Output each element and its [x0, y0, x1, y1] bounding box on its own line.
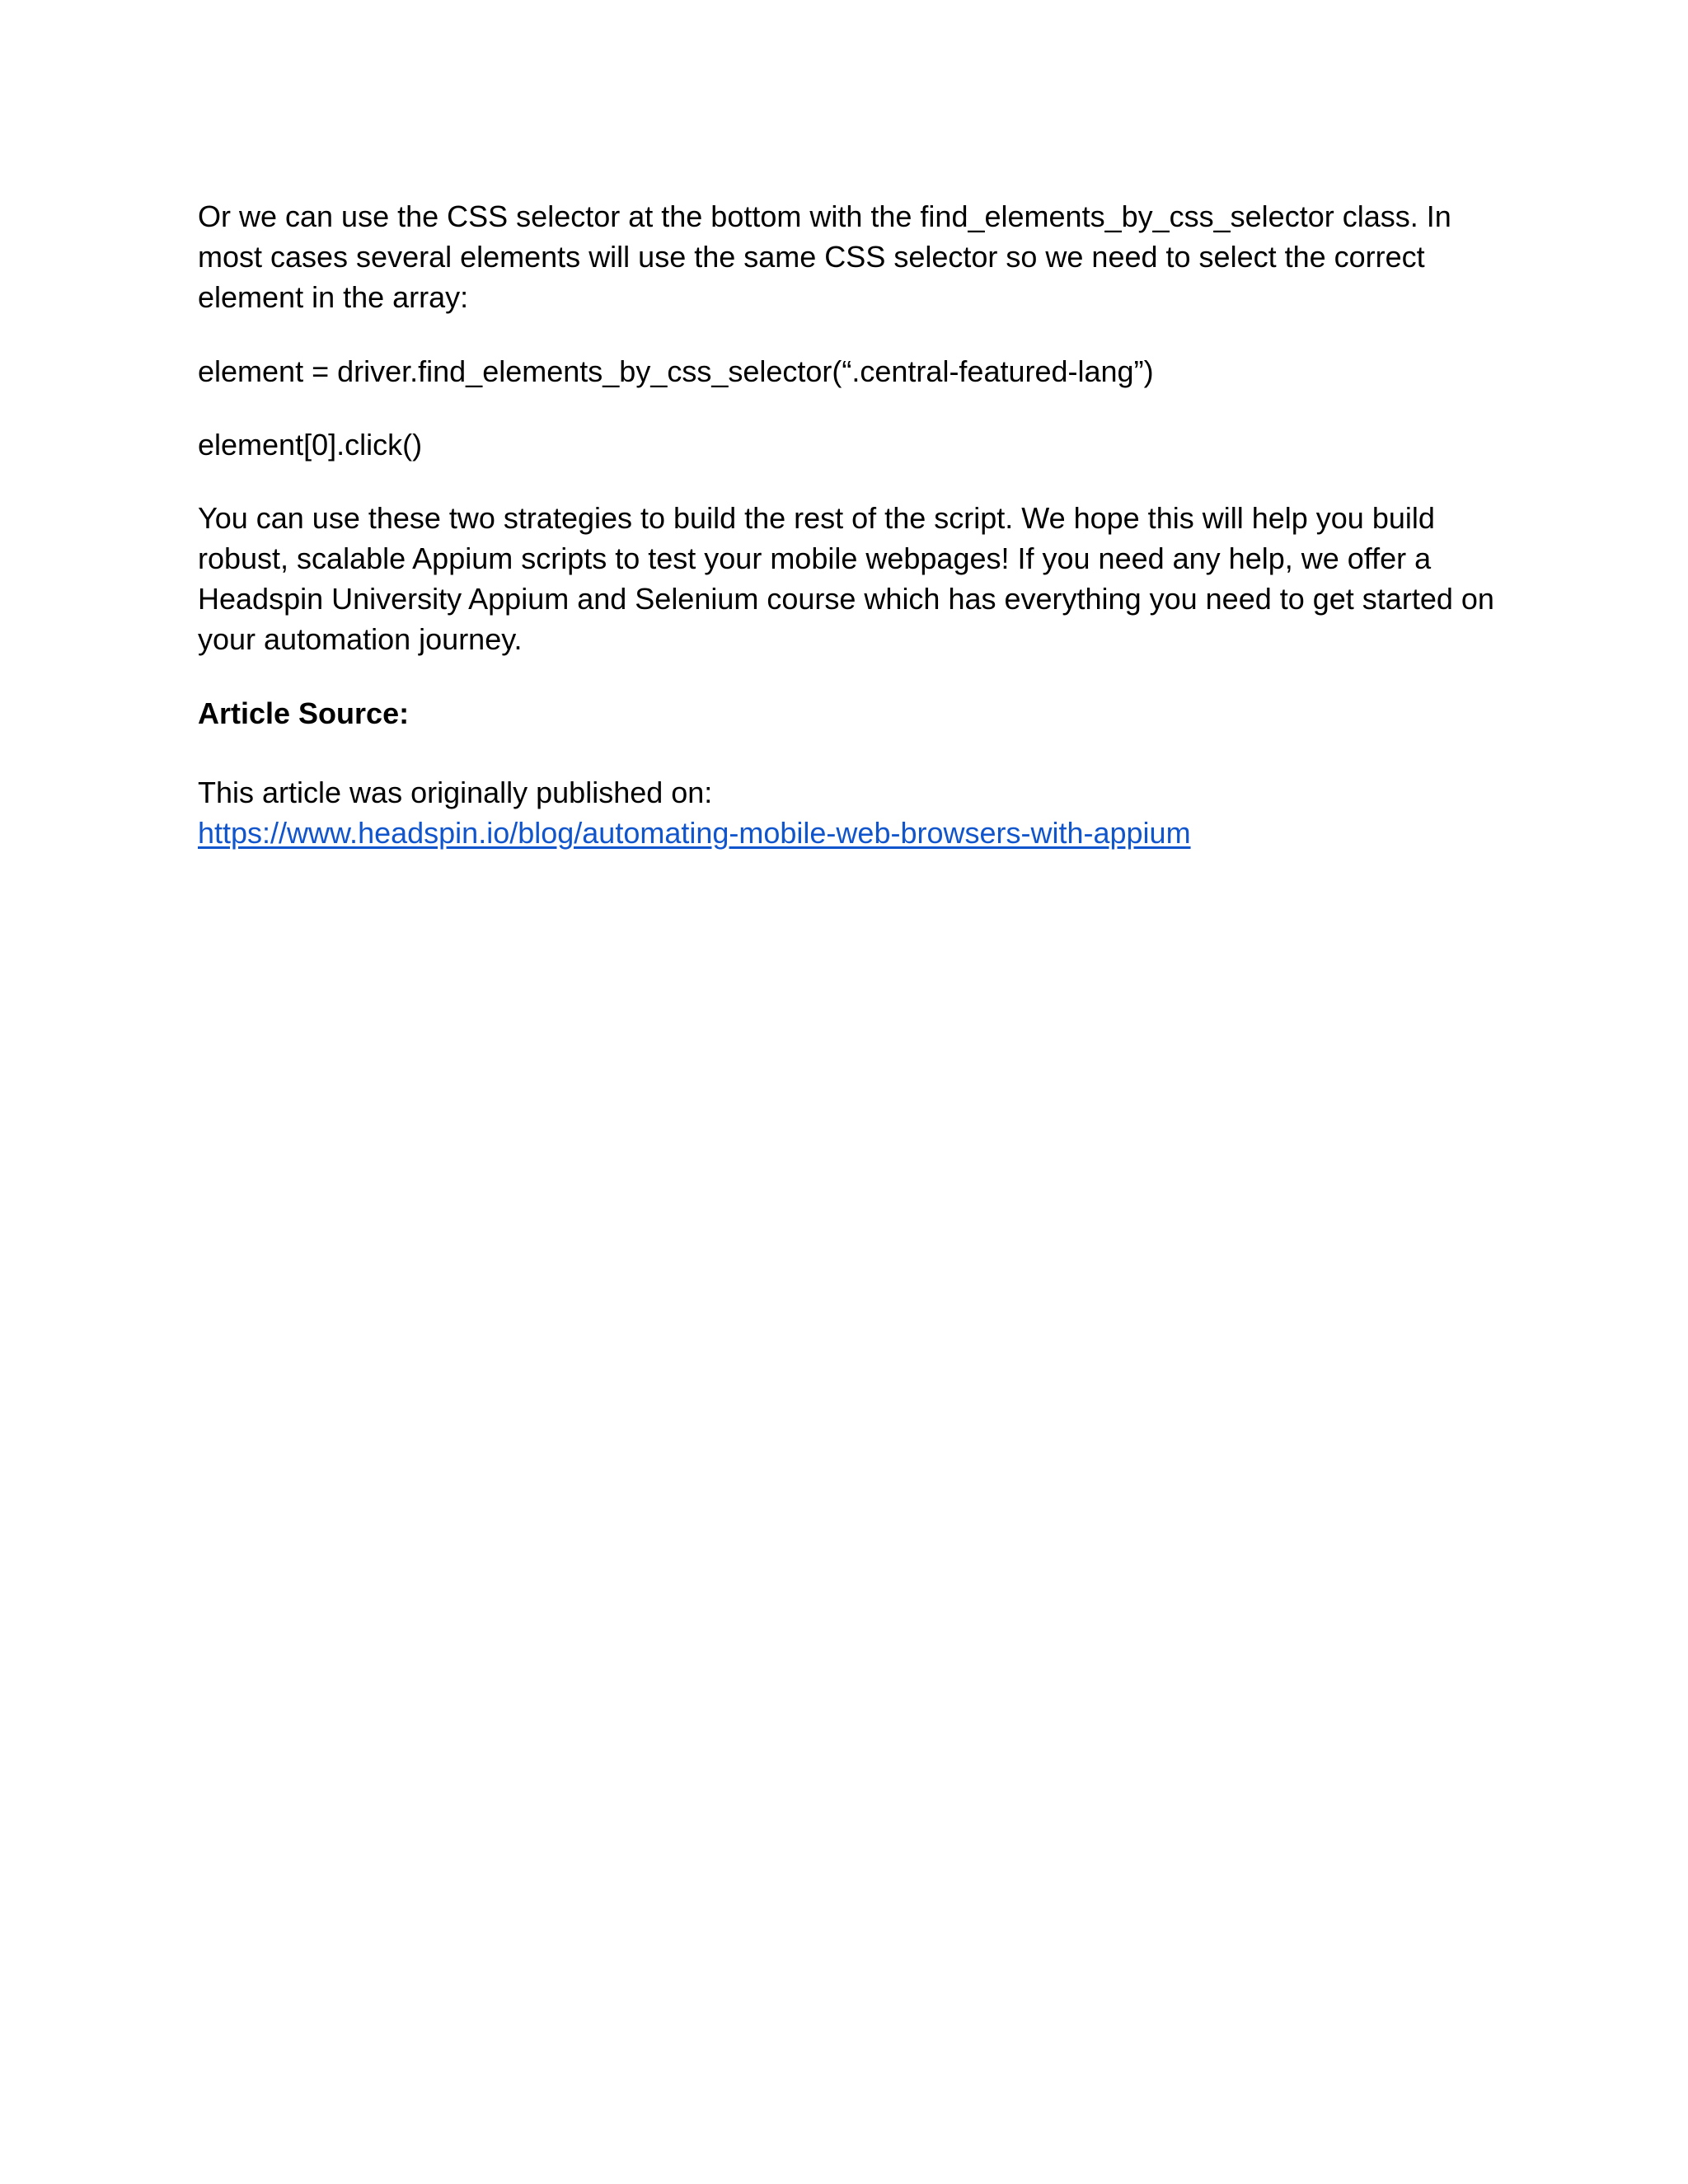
code-line-click: element[0].click()	[198, 428, 423, 462]
published-on-text: This article was originally published on:	[198, 776, 713, 809]
intro-paragraph: Or we can use the CSS selector at the bottom with the find_elements_by_css_selector class. In most cases several elements will use the same CSS selector so we need to select the correct element in the array:	[198, 199, 1451, 314]
closing-paragraph: You can use these two strategies to build the rest of the script. We hope this will help you build robust, scalable Appium scripts to test your mobile webpages! If you need any help, we offer a Headspin University Appium and Selenium course which has everything you need to get started on your automation journey.	[198, 501, 1494, 656]
source-link[interactable]: https://www.headspin.io/blog/automating-mobile-web-browsers-with-appium	[198, 816, 1191, 850]
source-link-line	[198, 813, 1508, 853]
code-line-find-elements: element = driver.find_elements_by_css_selector(“.central-featured-lang”)	[198, 354, 1154, 388]
article-source-heading: Article Source:	[198, 696, 410, 730]
document-body	[198, 196, 1508, 853]
